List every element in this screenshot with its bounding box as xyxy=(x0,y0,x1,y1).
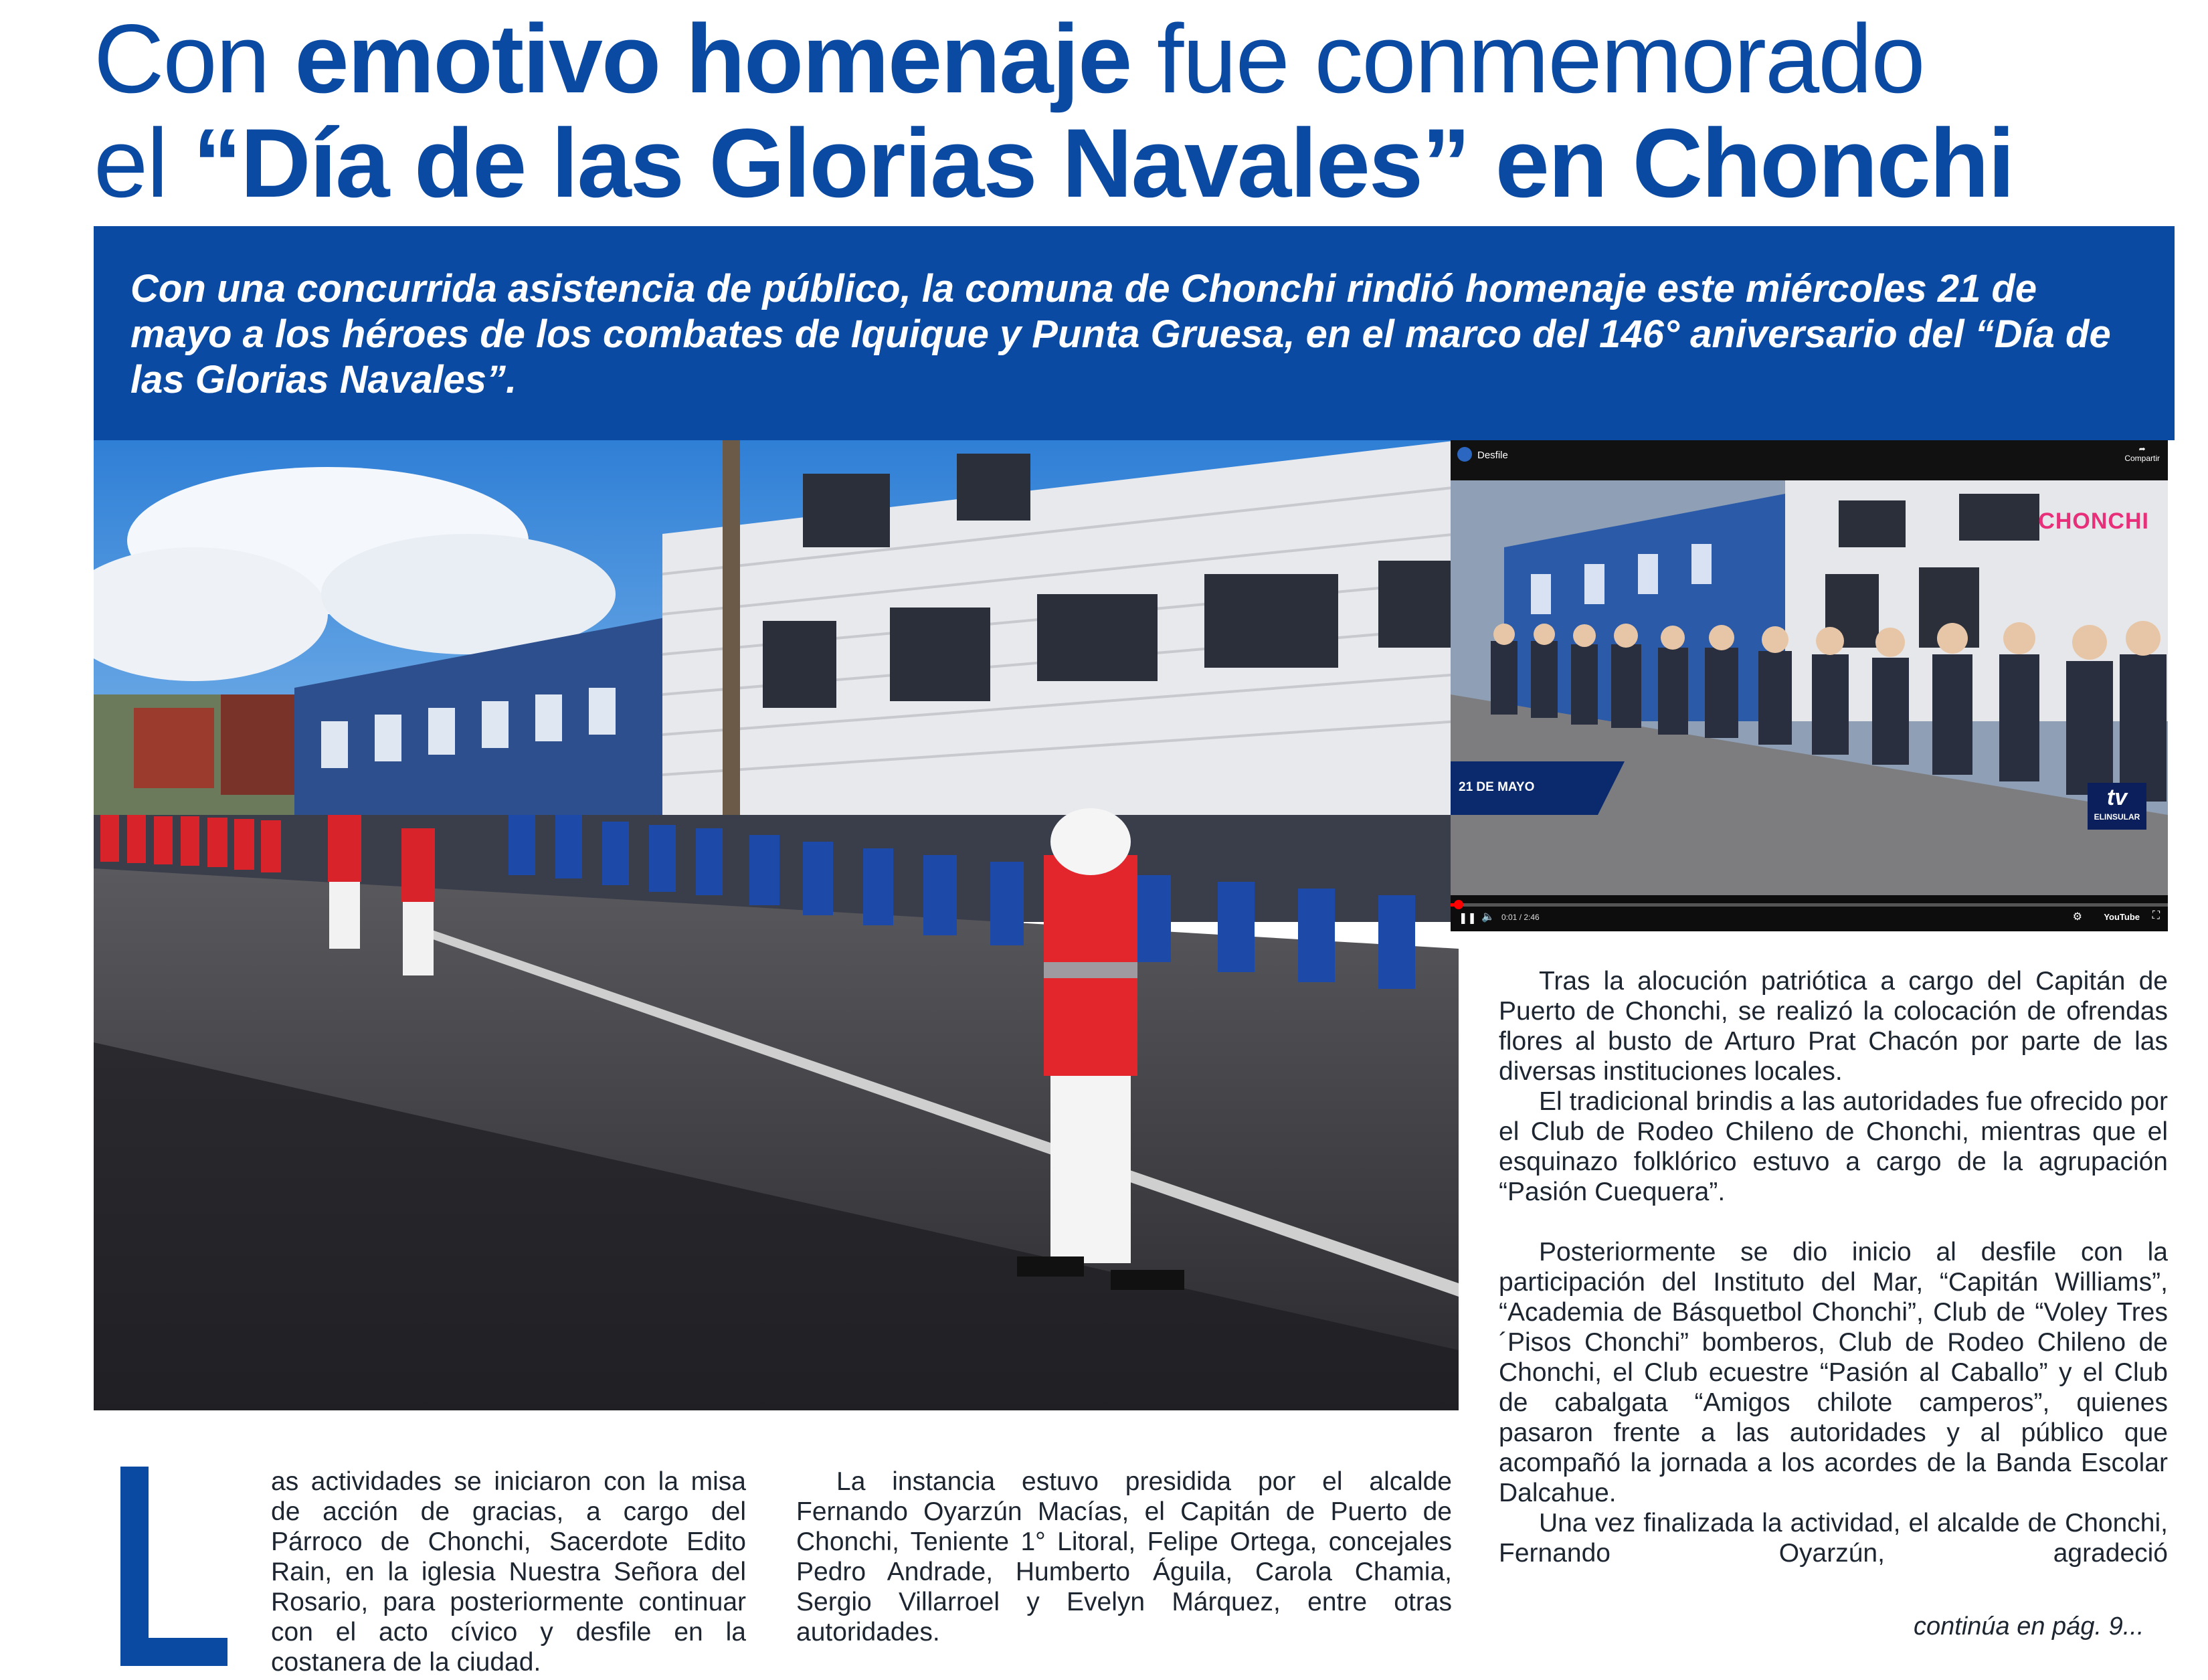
share-icon: ➦ xyxy=(2138,444,2146,454)
lede-text: Con una concurrida asistencia de público, la comuna de Chonchi rindió homenaje este miércoles 21 de mayo a los héroes de los combates de Iquique y Punta Gruesa, en el marco del 146° aniversario del “Día de las Glorias Navales”. xyxy=(130,267,2111,401)
date-banner-text: 21 DE MAYO xyxy=(1459,780,1535,794)
article-paragraph: Posteriormente se dio inicio al desfile con la participación del Instituto del Mar, “Capitán Williams”, “Academia de Básquetbol Chonchi”, Club de “Voley Tres ´Pisos Chonchi” bomberos, Club de Rodeo Chileno de Chonchi, el Club ecuestre “Pasión al Caballo” y el Club de cabalgata “Amigos chilote camperos”, quienes pasaron frente a las autoridades y al público que acompañó la jornada a los acordes de la Banda Escolar Dalcahue. xyxy=(1499,1238,2168,1507)
play-pause-button[interactable]: ❚❚ xyxy=(1459,913,1477,924)
channel-logo-name: ELINSULAR xyxy=(2094,812,2140,822)
headline-part: el xyxy=(94,108,193,217)
channel-logo xyxy=(2088,783,2146,822)
article-paragraph: La instancia estuvo presidida por el alcalde Fernando Oyarzún Macías, el Capitán de Puerto de Chonchi, Teniente 1° Litoral, Felipe Ortega, concejales Pedro Andrade, Humberto Águila, Carola Chamia, Sergio Villarroel y Evelyn Márquez, entre otras autoridades. xyxy=(796,1467,1452,1647)
headline-bold: “Día de las Glorias Navales” en Chonchi xyxy=(193,108,2014,217)
fullscreen-icon[interactable]: ⛶ xyxy=(2152,910,2160,921)
parade-illustration xyxy=(94,440,1459,1410)
article-column-1 xyxy=(271,1467,746,1677)
video-title: Desfile xyxy=(1477,450,1508,461)
dropcap-l xyxy=(120,1467,227,1666)
article-paragraph: El tradicional brindis a las autoridades fue ofrecido por el Club de Rodeo Chileno de Chonchi, mientras que el esquinazo folklórico estuvo a cargo de la agrupación “Pasión Cuequera”. xyxy=(1499,1087,2168,1206)
video-channel-avatar xyxy=(1457,447,1472,462)
settings-icon[interactable]: ⚙ xyxy=(2072,911,2082,923)
continued-on-page[interactable]: continúa en pág. 9... xyxy=(1914,1612,2144,1641)
video-time: 0:01 / 2:46 xyxy=(1501,913,1540,922)
headline xyxy=(94,4,2168,217)
channel-logo-mark: tv xyxy=(2106,785,2128,810)
volume-icon[interactable]: 🔈 xyxy=(1481,911,1495,923)
headline-line-1 xyxy=(94,4,2168,113)
article-paragraph: Tras la alocución patriótica a cargo del Capitán de Puerto de Chonchi, se realizó la colocación de ofrendas flores al busto de Arturo Prat Chacón por parte de las diversas instituciones locales. xyxy=(1499,967,2168,1086)
article-column-2 xyxy=(796,1467,1452,1647)
parade-photo xyxy=(94,440,1459,1410)
headline-part: Con xyxy=(94,4,295,113)
share-label: Compartir xyxy=(2124,454,2160,463)
article-paragraph: as actividades se iniciaron con la misa de acción de gracias, a cargo del Párroco de Chonchi, Sacerdote Edito Rain, en la iglesia Nuestra Señora del Rosario, para posteriormente continuar con el acto cívico y desfile en la costanera de la ciudad. xyxy=(271,1467,746,1677)
headline-bold: emotivo homenaje xyxy=(294,4,1131,113)
lede-box xyxy=(94,226,2175,440)
youtube-label[interactable]: YouTube xyxy=(2104,912,2140,922)
brand-logo: CHONCHI xyxy=(2038,508,2149,534)
headline-line-2 xyxy=(94,108,2168,217)
share-button[interactable] xyxy=(2124,444,2160,463)
article-paragraph: Una vez finalizada la actividad, el alcalde de Chonchi, Fernando Oyarzún, agradeció xyxy=(1499,1509,2168,1568)
article-column-3 xyxy=(1499,966,2168,1568)
video-player[interactable] xyxy=(1451,440,2168,931)
headline-part: fue conmemorado xyxy=(1131,4,1924,113)
